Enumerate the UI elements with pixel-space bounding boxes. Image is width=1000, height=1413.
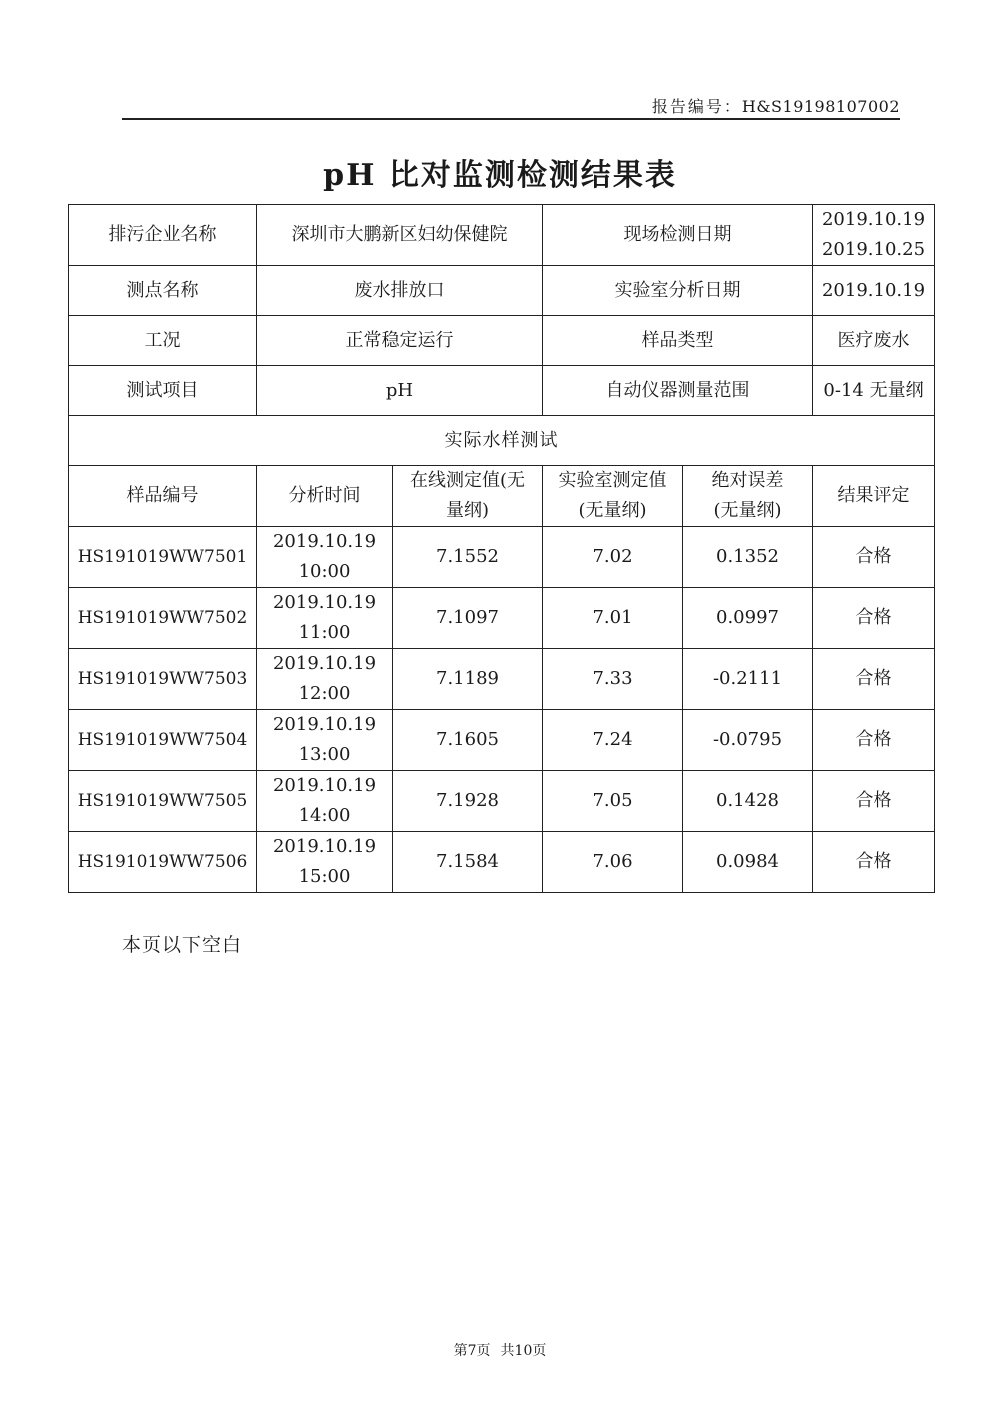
cell-analysis-date: 2019.10.19 <box>272 775 377 796</box>
lab-date-label: 实验室分析日期 <box>543 266 813 316</box>
cell-analysis-clock: 12:00 <box>298 683 351 704</box>
company-value: 深圳市大鹏新区妇幼保健院 <box>257 205 543 266</box>
report-number-label: 报告编号： <box>651 97 742 116</box>
cell-result: 合格 <box>813 649 935 710</box>
col-header-lab-line1: 实验室测定值 <box>558 470 667 491</box>
cell-online-value: 7.1189 <box>393 649 543 710</box>
cell-analysis-time <box>257 710 393 771</box>
cell-absolute-error: 0.0997 <box>683 588 813 649</box>
column-header-row <box>69 466 935 527</box>
cell-result: 合格 <box>813 527 935 588</box>
cell-absolute-error: 0.0984 <box>683 832 813 893</box>
info-row-item <box>69 366 935 416</box>
cell-analysis-time <box>257 649 393 710</box>
item-value: pH <box>257 366 543 416</box>
col-header-online-line2: 量纲) <box>445 500 490 521</box>
table-row <box>69 649 935 710</box>
cell-result: 合格 <box>813 832 935 893</box>
cell-sample-no: HS191019WW7503 <box>69 649 257 710</box>
cell-sample-no: HS191019WW7505 <box>69 771 257 832</box>
col-header-online <box>393 466 543 527</box>
cell-analysis-time <box>257 527 393 588</box>
range-value: 0-14 无量纲 <box>813 366 935 416</box>
info-row-condition <box>69 316 935 366</box>
company-label: 排污企业名称 <box>69 205 257 266</box>
section-title: 实际水样测试 <box>69 416 935 466</box>
col-header-result: 结果评定 <box>813 466 935 527</box>
col-header-lab <box>543 466 683 527</box>
cell-analysis-time <box>257 771 393 832</box>
cell-lab-value: 7.33 <box>543 649 683 710</box>
cell-lab-value: 7.06 <box>543 832 683 893</box>
info-row-point <box>69 266 935 316</box>
col-header-error-line2: (无量纲) <box>713 500 782 521</box>
cell-online-value: 7.1097 <box>393 588 543 649</box>
report-number-value: H&S19198107002 <box>741 97 900 116</box>
cell-analysis-date: 2019.10.19 <box>272 653 377 674</box>
cell-analysis-date: 2019.10.19 <box>272 531 377 552</box>
cell-absolute-error: -0.2111 <box>683 649 813 710</box>
table-row <box>69 588 935 649</box>
col-header-sample-no: 样品编号 <box>69 466 257 527</box>
cell-result: 合格 <box>813 771 935 832</box>
col-header-error-line1: 绝对误差 <box>711 470 784 491</box>
condition-label: 工况 <box>69 316 257 366</box>
cell-online-value: 7.1928 <box>393 771 543 832</box>
lab-date-value: 2019.10.19 <box>813 266 935 316</box>
cell-sample-no: HS191019WW7506 <box>69 832 257 893</box>
cell-analysis-date: 2019.10.19 <box>272 592 377 613</box>
col-header-error <box>683 466 813 527</box>
cell-result: 合格 <box>813 710 935 771</box>
cell-analysis-clock: 13:00 <box>298 744 351 765</box>
sample-type-value: 医疗废水 <box>813 316 935 366</box>
range-label: 自动仪器测量范围 <box>543 366 813 416</box>
table-row <box>69 771 935 832</box>
sample-type-label: 样品类型 <box>543 316 813 366</box>
cell-analysis-time <box>257 588 393 649</box>
point-value: 废水排放口 <box>257 266 543 316</box>
page-number: 第7页 <box>453 1343 491 1359</box>
cell-absolute-error: 0.1428 <box>683 771 813 832</box>
cell-online-value: 7.1552 <box>393 527 543 588</box>
cell-sample-no: HS191019WW7501 <box>69 527 257 588</box>
section-row <box>69 416 935 466</box>
page-footer <box>0 1340 1000 1360</box>
cell-sample-no: HS191019WW7502 <box>69 588 257 649</box>
page-title: pH 比对监测检测结果表 <box>323 158 677 193</box>
cell-analysis-time <box>257 832 393 893</box>
col-header-time: 分析时间 <box>257 466 393 527</box>
data-rows <box>69 527 935 893</box>
cell-result: 合格 <box>813 588 935 649</box>
page-total: 共10页 <box>500 1343 547 1359</box>
site-date-value <box>813 205 935 266</box>
cell-lab-value: 7.01 <box>543 588 683 649</box>
site-date-label: 现场检测日期 <box>543 205 813 266</box>
table-row <box>69 832 935 893</box>
point-label: 测点名称 <box>69 266 257 316</box>
cell-analysis-clock: 14:00 <box>298 805 351 826</box>
cell-analysis-date: 2019.10.19 <box>272 836 377 857</box>
cell-absolute-error: -0.0795 <box>683 710 813 771</box>
col-header-online-line1: 在线测定值(无 <box>409 470 526 491</box>
info-row-company <box>69 205 935 266</box>
report-number <box>600 94 900 117</box>
item-label: 测试项目 <box>69 366 257 416</box>
blank-note: 本页以下空白 <box>122 934 243 956</box>
cell-lab-value: 7.02 <box>543 527 683 588</box>
cell-analysis-clock: 15:00 <box>298 866 351 887</box>
header-rule <box>122 118 900 120</box>
cell-analysis-clock: 10:00 <box>298 561 351 582</box>
cell-lab-value: 7.24 <box>543 710 683 771</box>
table-row <box>69 710 935 771</box>
cell-absolute-error: 0.1352 <box>683 527 813 588</box>
condition-value: 正常稳定运行 <box>257 316 543 366</box>
cell-analysis-date: 2019.10.19 <box>272 714 377 735</box>
cell-online-value: 7.1584 <box>393 832 543 893</box>
site-date-2: 2019.10.25 <box>821 239 926 260</box>
site-date-1: 2019.10.19 <box>821 209 926 230</box>
cell-lab-value: 7.05 <box>543 771 683 832</box>
table-row <box>69 527 935 588</box>
col-header-lab-line2: (无量纲) <box>578 500 647 521</box>
result-table <box>68 204 935 893</box>
cell-sample-no: HS191019WW7504 <box>69 710 257 771</box>
cell-analysis-clock: 11:00 <box>298 622 351 643</box>
cell-online-value: 7.1605 <box>393 710 543 771</box>
